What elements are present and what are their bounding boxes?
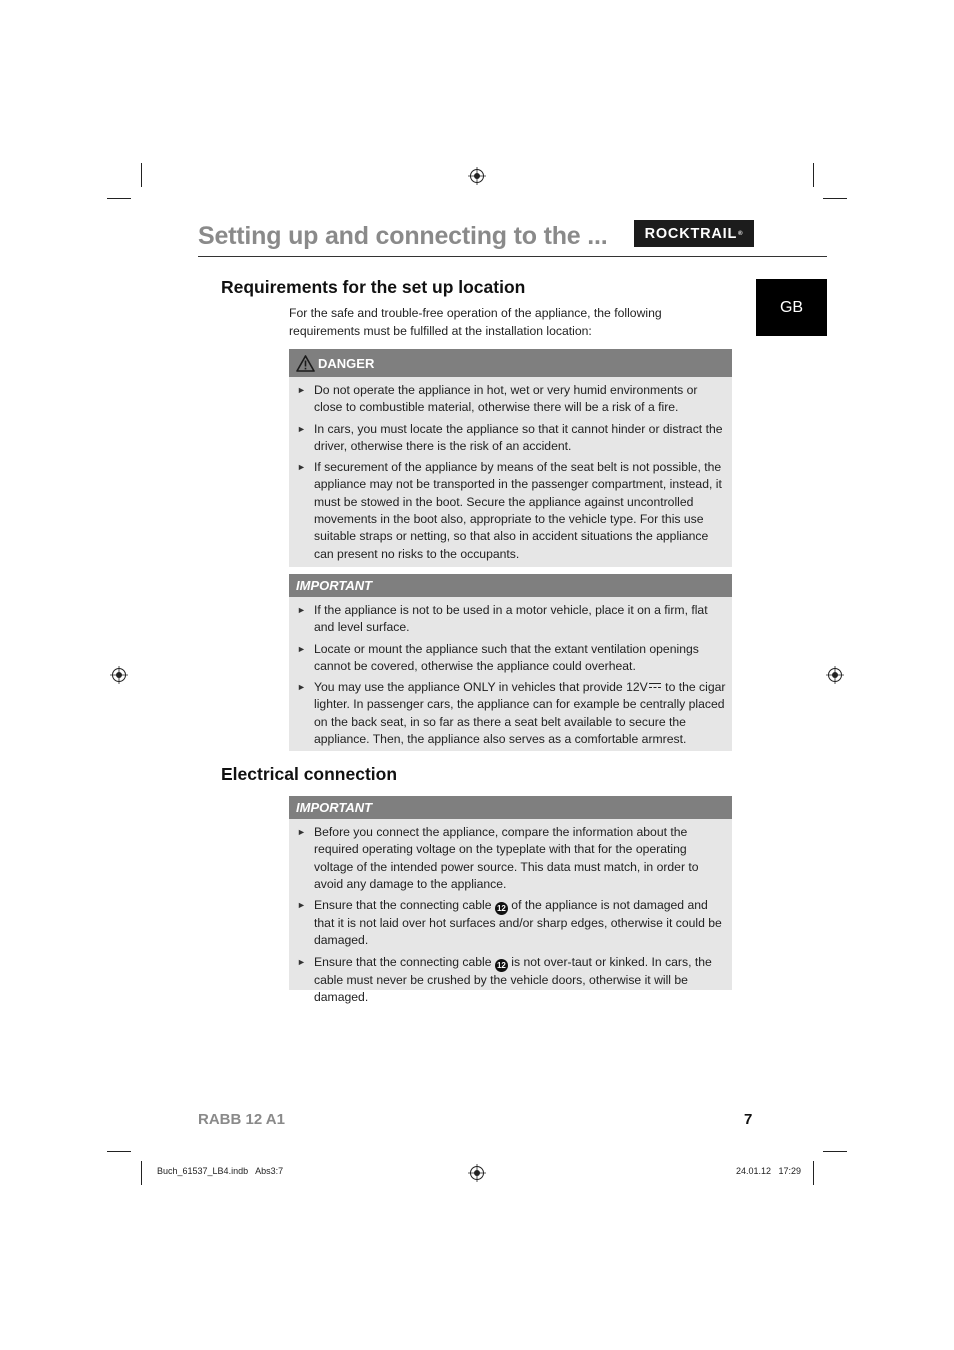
- list-item-text: Ensure that the connecting cable: [314, 898, 495, 913]
- crop-mark: [813, 163, 814, 187]
- crop-mark: [141, 1161, 142, 1185]
- list-item: ► In cars, you must locate the appliance so that it cannot hinder or distract the driver, otherwise there is the risk of an accident.: [314, 421, 726, 456]
- list-item: ► If the appliance is not to be used in a motor vehicle, place it on a firm, flat and level surface.: [314, 602, 726, 637]
- list-item: ► Do not operate the appliance in hot, wet or very humid environments or close to combustible material, otherwise there will be a risk of a fire.: [314, 382, 726, 417]
- important-list: [289, 597, 732, 748]
- danger-list: [289, 377, 732, 563]
- print-slug-date: 24.01.12 17:29: [736, 1166, 802, 1176]
- important-list: [289, 819, 732, 1006]
- danger-label: DANGER: [318, 355, 375, 371]
- footer-model: RABB 12 A1: [198, 1111, 285, 1128]
- list-item-text: of the appliance is not damaged and that it is not laid over hot surfaces and/or sharp edges, otherwise it could be damaged.: [314, 898, 722, 948]
- list-item: ► If securement of the appliance by means of the seat belt is not possible, the appliance may not be transported in the passenger compartment, instead, it must be stowed in the boot. Secure the appliance against uncontrolled movements in the boot also, appropriate to the vehicle type. For this use suitable straps or netting, so that also in accident situations the appliance can present no risks to the occupants.: [314, 459, 726, 563]
- list-item: ► Locate or mount the appliance such that the extant ventilation openings cannot be covered, otherwise the appliance could overheat.: [314, 641, 726, 676]
- list-item-text: is not over-taut or kinked. In cars, the cable must never be crushed by the vehicle doors, otherwise it will be damaged.: [314, 954, 712, 1005]
- list-item: ► Before you connect the appliance, compare the information about the required operating voltage on the typeplate with that for the operating voltage of the intended power source. This data must match, in order to avoid any damage to the appliance.: [314, 824, 726, 893]
- title-rule: [198, 256, 827, 257]
- list-item: [314, 679, 726, 748]
- list-item-text: You may use the appliance ONLY in vehicles that provide 12V: [314, 680, 648, 695]
- crop-mark: [813, 1161, 814, 1185]
- crop-mark: [141, 163, 142, 187]
- registration-mark-icon: [110, 666, 128, 684]
- danger-box: [289, 349, 732, 567]
- section-heading-location: Requirements for the set up location: [221, 277, 526, 297]
- list-item: [314, 954, 726, 1007]
- crop-mark: [107, 1151, 131, 1152]
- brand-logo-text: ROCKTRAIL: [644, 225, 738, 242]
- registered-mark: ®: [738, 230, 744, 237]
- important-box: [289, 574, 732, 751]
- danger-header: [289, 349, 732, 377]
- page-title: Setting up and connecting to the ...: [198, 222, 608, 250]
- dc-voltage-symbol-icon: [649, 683, 661, 690]
- print-slug-file: Buch_61537_LB4.indb Abs3:7: [157, 1166, 284, 1176]
- important-header: IMPORTANT: [289, 574, 732, 597]
- crop-mark: [823, 1151, 847, 1152]
- registration-mark-icon: [468, 167, 486, 185]
- important-header: IMPORTANT: [289, 796, 732, 819]
- brand-logo: [634, 220, 754, 247]
- warning-triangle-icon: [296, 355, 315, 372]
- intro-paragraph: For the safe and trouble-free operation of the appliance, the following requirements must be fulfilled at the installation location:: [289, 306, 662, 338]
- registration-mark-icon: [468, 1164, 486, 1182]
- crop-mark: [823, 198, 847, 199]
- page-number: 7: [744, 1111, 753, 1128]
- language-tab: GB: [756, 279, 827, 336]
- list-item-text: to the cigar lighter. In passenger cars, the appliance can for example be centrally placed on the back seat, in so far as there a seat belt available to secure the appliance. Then, the appliance also serves as a comfortable armrest.: [314, 680, 726, 747]
- section-heading-electrical: Electrical connection: [221, 764, 398, 784]
- reference-number-badge: 12: [495, 902, 508, 915]
- reference-number-badge: 12: [495, 959, 508, 972]
- registration-mark-icon: [826, 666, 844, 684]
- crop-mark: [107, 198, 131, 199]
- list-item-text: Ensure that the connecting cable: [314, 954, 495, 969]
- list-item: [314, 897, 726, 950]
- important-box-electrical: [289, 796, 732, 1005]
